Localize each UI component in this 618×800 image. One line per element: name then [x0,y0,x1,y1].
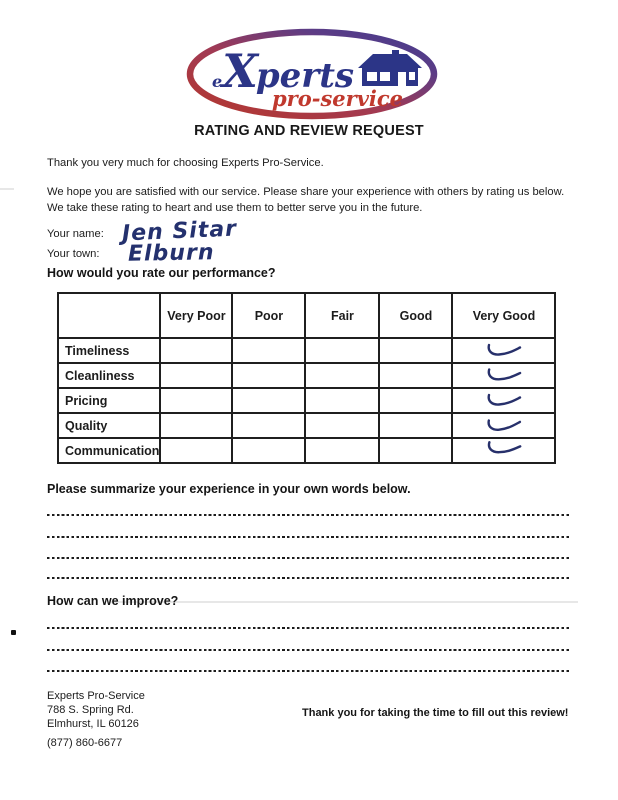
rating-row-cleanliness [58,363,555,388]
ratings-table [57,292,556,464]
empty-cell [232,388,305,413]
empty-cell [379,438,452,463]
empty-cell [379,413,452,438]
dotted-writing-line [47,627,571,629]
handwritten-checkmark-icon [485,417,524,434]
dotted-writing-line [47,577,571,579]
brand-letter-x: X [222,44,256,98]
town-field-handwritten-value: Elburn [127,240,215,267]
empty-cell [305,363,379,388]
empty-cell [160,338,232,363]
col-header-good: Good [379,293,452,338]
empty-cell [232,413,305,438]
empty-cell [305,413,379,438]
checked-cell-very-good [452,413,555,438]
checked-cell-very-good [452,438,555,463]
brand-letters-perts: perts [255,56,355,96]
page-title: RATING AND REVIEW REQUEST [194,123,424,139]
ratings-header-row [58,293,555,338]
footer-company-name: Experts Pro-Service [47,690,145,702]
footer-thanks-note: Thank you for taking the time to fill out this review! [302,707,569,719]
handwritten-checkmark-icon [485,392,523,408]
footer-address-line-2: Elmhurst, IL 60126 [47,718,139,730]
row-label: Quality [58,413,160,438]
empty-cell [160,363,232,388]
empty-cell [232,338,305,363]
rating-row-communication [58,438,555,463]
rating-row-pricing [58,388,555,413]
empty-cell [305,338,379,363]
empty-cell [232,438,305,463]
company-logo [186,28,438,120]
name-field-label: Your name: [47,228,104,240]
row-label: Pricing [58,388,160,413]
intro-paragraph-2-line-1: We hope you are satisfied with our service. Please share your experience with others by rating us below. [47,186,565,198]
town-field-label: Your town: [47,248,100,260]
summary-heading: Please summarize your experience in your own words below. [47,482,411,496]
col-header-poor: Poor [232,293,305,338]
footer-phone-number: (877) 860-6677 [47,737,123,749]
dotted-writing-line [47,536,571,538]
empty-cell [379,363,452,388]
row-label: Timeliness [58,338,160,363]
handwritten-checkmark-icon [485,342,523,358]
checked-cell-very-good [452,363,555,388]
ratings-heading: How would you rate our performance? [47,266,276,280]
intro-paragraph-1: Thank you very much for choosing Experts Pro-Service. [47,157,324,169]
col-header-very-good: Very Good [452,293,555,338]
ratings-corner-cell [58,293,160,338]
dotted-writing-line [47,649,571,651]
dotted-writing-line [47,514,571,516]
checked-cell-very-good [452,338,555,363]
house-icon [358,49,422,89]
scan-fold-line [0,188,14,190]
scan-artifact-dot [11,630,16,635]
footer-address-line-1: 788 S. Spring Rd. [47,704,134,716]
empty-cell [232,363,305,388]
scan-fold-line [110,601,578,603]
improve-heading: How can we improve? [47,594,179,608]
col-header-very-poor: Very Poor [160,293,232,338]
row-label: Communication [58,438,160,463]
empty-cell [160,438,232,463]
empty-cell [305,438,379,463]
row-label: Cleanliness [58,363,160,388]
empty-cell [379,388,452,413]
dotted-writing-line [47,557,571,559]
intro-paragraph-2-line-2: We take these rating to heart and use them to better serve you in the future. [47,202,423,214]
dotted-writing-line [47,670,571,672]
empty-cell [160,413,232,438]
col-header-fair: Fair [305,293,379,338]
empty-cell [160,388,232,413]
brand-letter-e: e [212,72,223,91]
rating-row-timeliness [58,338,555,363]
checked-cell-very-good [452,388,555,413]
rating-row-quality [58,413,555,438]
name-field-handwritten-value: Jen Sitar [121,216,238,247]
empty-cell [305,388,379,413]
brand-subtitle: pro-service [272,86,404,111]
empty-cell [379,338,452,363]
handwritten-checkmark-icon [485,439,524,457]
handwritten-checkmark-icon [485,367,524,384]
